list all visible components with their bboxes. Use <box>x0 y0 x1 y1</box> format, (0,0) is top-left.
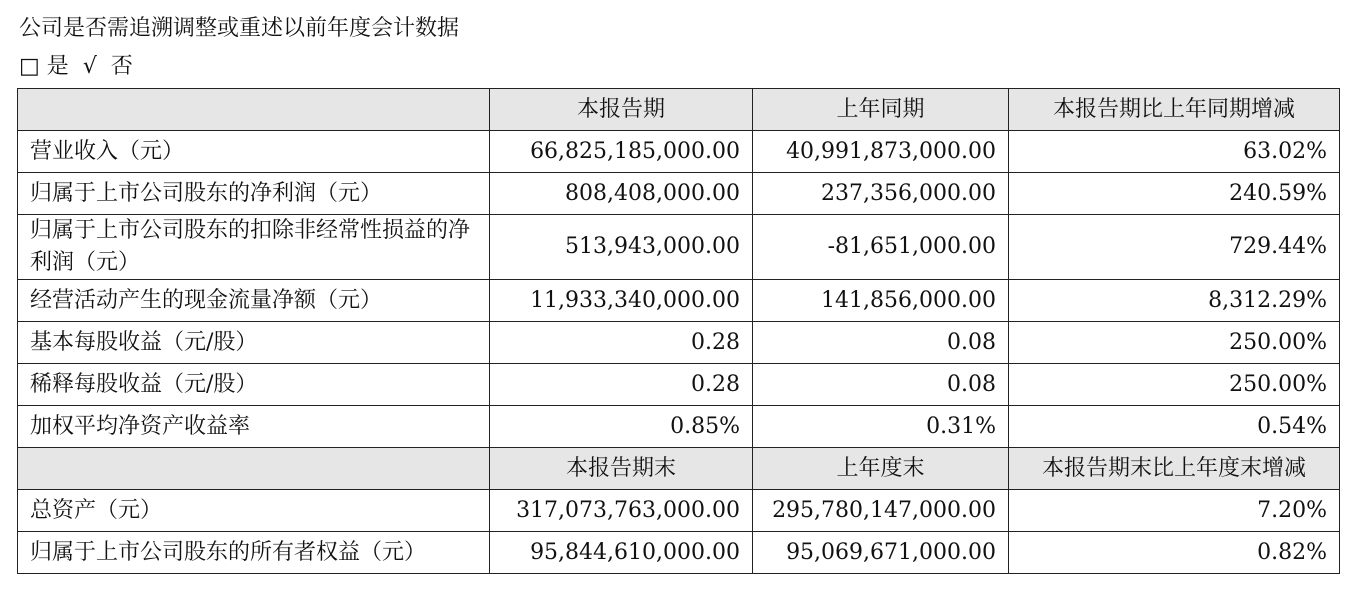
prior-value: 295,780,147,000.00 <box>753 490 1009 532</box>
header-cell-change: 本报告期末比上年度末增减 <box>1009 448 1340 490</box>
row-label: 总资产（元） <box>18 490 490 532</box>
row-label: 稀释每股收益（元/股） <box>18 364 490 406</box>
current-value: 513,943,000.00 <box>490 215 753 280</box>
current-value: 808,408,000.00 <box>490 173 753 215</box>
table-row <box>18 406 1340 448</box>
change-value: 7.20% <box>1009 490 1340 532</box>
header-cell-period-end: 本报告期末 <box>490 448 753 490</box>
change-value: 250.00% <box>1009 364 1340 406</box>
table-header-row <box>18 89 1340 131</box>
prior-value: 0.31% <box>753 406 1009 448</box>
row-label: 基本每股收益（元/股） <box>18 322 490 364</box>
row-label: 归属于上市公司股东的扣除非经常性损益的净利润（元） <box>18 215 490 280</box>
row-label: 归属于上市公司股东的所有者权益（元） <box>18 532 490 574</box>
table-row <box>18 173 1340 215</box>
current-value: 11,933,340,000.00 <box>490 280 753 322</box>
header-cell-empty <box>18 448 490 490</box>
change-value: 0.82% <box>1009 532 1340 574</box>
header-cell-prior: 上年同期 <box>753 89 1009 131</box>
table-row <box>18 490 1340 532</box>
yes-label: 是 <box>46 54 69 79</box>
financial-data-table <box>17 88 1340 574</box>
table-row <box>18 280 1340 322</box>
prior-value: 0.08 <box>753 322 1009 364</box>
change-value: 8,312.29% <box>1009 280 1340 322</box>
restatement-options <box>19 50 133 84</box>
no-checkmark: √ <box>82 54 97 79</box>
change-value: 0.54% <box>1009 406 1340 448</box>
row-label: 归属于上市公司股东的净利润（元） <box>18 173 490 215</box>
change-value: 250.00% <box>1009 322 1340 364</box>
row-label: 加权平均净资产收益率 <box>18 406 490 448</box>
current-value: 66,825,185,000.00 <box>490 131 753 173</box>
header-cell-prior-year-end: 上年度末 <box>753 448 1009 490</box>
current-value: 0.85% <box>490 406 753 448</box>
yes-checkbox: □ <box>19 54 40 79</box>
restatement-question: 公司是否需追溯调整或重述以前年度会计数据 <box>19 16 460 41</box>
table-row <box>18 322 1340 364</box>
no-label: 否 <box>110 54 133 79</box>
row-label: 经营活动产生的现金流量净额（元） <box>18 280 490 322</box>
current-value: 0.28 <box>490 364 753 406</box>
row-label: 营业收入（元） <box>18 131 490 173</box>
table-row <box>18 215 1340 280</box>
prior-value: 95,069,671,000.00 <box>753 532 1009 574</box>
prior-value: 141,856,000.00 <box>753 280 1009 322</box>
prior-value: 0.08 <box>753 364 1009 406</box>
header-cell-change: 本报告期比上年同期增减 <box>1009 89 1340 131</box>
prior-value: -81,651,000.00 <box>753 215 1009 280</box>
header-cell-current: 本报告期 <box>490 89 753 131</box>
table-header-row <box>18 448 1340 490</box>
header-cell-empty <box>18 89 490 131</box>
prior-value: 237,356,000.00 <box>753 173 1009 215</box>
current-value: 95,844,610,000.00 <box>490 532 753 574</box>
change-value: 729.44% <box>1009 215 1340 280</box>
table-row <box>18 364 1340 406</box>
table-row <box>18 131 1340 173</box>
change-value: 63.02% <box>1009 131 1340 173</box>
current-value: 0.28 <box>490 322 753 364</box>
current-value: 317,073,763,000.00 <box>490 490 753 532</box>
prior-value: 40,991,873,000.00 <box>753 131 1009 173</box>
table-row <box>18 532 1340 574</box>
change-value: 240.59% <box>1009 173 1340 215</box>
